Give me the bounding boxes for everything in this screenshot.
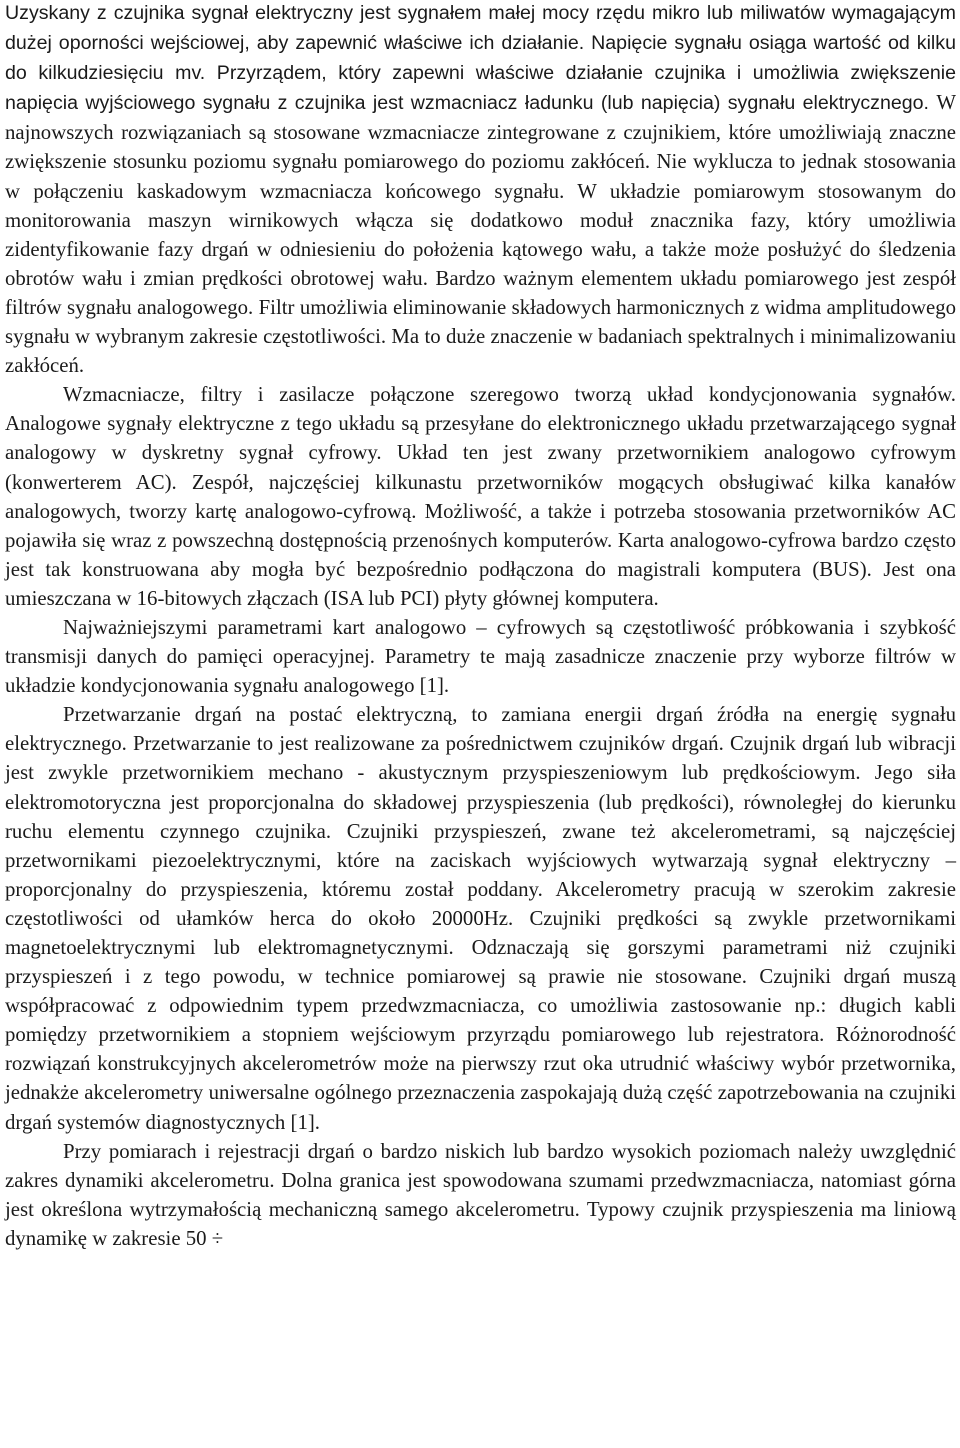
text-segment: Przy pomiarach i rejestracji drgań o bardzo niskich lub bardzo wysokich poziomach należy uwzględnić zakres dynamiki akcelerometru. Dolna granica jest spowodowana szumami przedwzmacniacza, natomiast górna jest określona wytrzymałością mechaniczną samego akcelerometru. Typowy czujnik przyspieszenia ma liniową dynamikę w zakresie 50 ÷ — [5, 1139, 956, 1250]
text-segment: Uzyskany z czujnika sygnał elektryczny jest sygnałem małej mocy rzędu mikro lub miliwatów wymagającym dużej oporności wejściowej, aby zapewnić właściwe ich działanie. Napięcie sygnału osiąga wartość od kilku do kilkudziesięciu mv. — [5, 2, 956, 85]
paragraph-card-parameters — [5, 613, 956, 700]
text-segment: W najnowszych rozwiązaniach są stosowane wzmacniacze zintegrowane z czujnikiem, które umożliwiają znaczne zwiększenie stosunku poziomu sygnału pomiarowego do poziomu zakłóceń. Nie wyklucza to jednak stosowania w połączeniu kaskadowym wzmacniacza końcowego sygnału. W układzie pomiarowym stosowanym do monitorowania maszyn wirnikowych włącza się dodatkowo moduł znacznika fazy, który umożliwia zidentyfikowanie fazy drgań w odniesieniu do położenia kątowego wału, a także może posłużyć do śledzenia obrotów wału i zmian prędkości obrotowej wału. Bardzo ważnym elementem układu pomiarowego jest zespół filtrów sygnału analogowego. Filtr umożliwia eliminowanie składowych harmonicznych z widma amplitudowego sygnału w wybranym zakresie częstotliwości. Ma to duże znaczenie w badaniach spektralnych i minimalizowaniu zakłóceń. — [5, 91, 956, 378]
paragraph-vibration-sensors — [5, 700, 956, 1136]
text-segment: Wzmacniacze, filtry i zasilacze połączone szeregowo tworzą układ kondycjonowania sygnałów. Analogowe sygnały elektryczne z tego układu są przesyłane do elektronicznego układu przetwarzającego sygnał analogowy w dyskretny sygnał cyfrowy. Układ ten jest zwany przetwornikiem analogowo cyfrowym (konwerterem AC). Zespół, najczęściej kilkunastu przetworników mogących obsługiwać kilka kanałów analogowych, tworzy kartę analogowo-cyfrową. Możliwość, a także i potrzeba stosowania przetworników AC pojawiła się wraz z powszechną dostępnością przenośnych komputerów. Karta analogowo-cyfrowa bardzo często jest tak konstruowana aby mogła być bezpośrednio podłączona do magistrali komputera (BUS). Jest ona umieszczana w 16-bitowych złączach (ISA lub PCI) płyty głównej komputera. — [5, 383, 956, 610]
paragraph-dynamic-range — [5, 1137, 956, 1253]
paragraph-conditioning — [5, 380, 956, 613]
text-segment: Przetwarzanie drgań na postać elektryczną, to zamiana energii drgań źródła na energię sygnału elektrycznego. Przetwarzanie to jest realizowane za pośrednictwem czujników drgań. Czujnik drgań lub wibracji jest zwykle przetwornikiem mechano - akustycznym przyspieszeniowym lub prędkościowym. Jego siła elektromotoryczna jest proporcjonalna do składowej przyspieszenia (lub prędkości), równoległej do kierunku ruchu elementu czynnego czujnika. Czujniki przyspieszeń, zwane też akcelerometrami, są najczęściej przetwornikami piezoelektrycznymi, które na zaciskach wyjściowych wytwarzają sygnał elektryczny – proporcjonalny do przyspieszenia, któremu został poddany. Akcelerometry pracują w szerokim zakresie częstotliwości od ułamków herca do około 20000Hz. Czujniki prędkości są zwykle przetwornikami magnetoelektrycznymi lub elektromagnetycznymi. Odznaczają się gorszymi parametrami niż czujniki przyspieszeń i z tego powodu, w technice pomiarowej są prawie nie stosowane. Czujniki drgań muszą współpracować z odpowiednim typem przedwzmacniacza, co umożliwia zastosowanie np.: długich kabli pomiędzy przetwornikiem a stopniem wejściowym przyrządu pomiarowego lub rejestratora. Różnorodność rozwiązań konstrukcyjnych akcelerometrów może na pierwszy rzut oka utrudnić właściwy wybór przetwornika, jednakże akcelerometry uniwersalne ogólnego przeznaczenia zaspokajają dużą część zapotrzebowania na czujniki drgań systemów diagnostycznych [1]. — [5, 703, 956, 1134]
text-segment: Najważniejszymi parametrami kart analogowo – cyfrowych są częstotliwość próbkowania i szybkość transmisji danych do pamięci operacyjnej. Parametry te mają zasadnicze znaczenie przy wyborze filtrów w układzie kondycjonowania sygnału analogowego [1]. — [5, 615, 956, 698]
text-segment: Przyrządem, który zapewni właściwe działanie czujnika i umożliwia zwiększenie napięcia wyjściowego sygnału z czujnika jest wzmacniacz ładunku (lub napięcia) sygnału elektrycznego. — [5, 62, 956, 115]
paragraph-signal-amplification — [5, 0, 956, 380]
